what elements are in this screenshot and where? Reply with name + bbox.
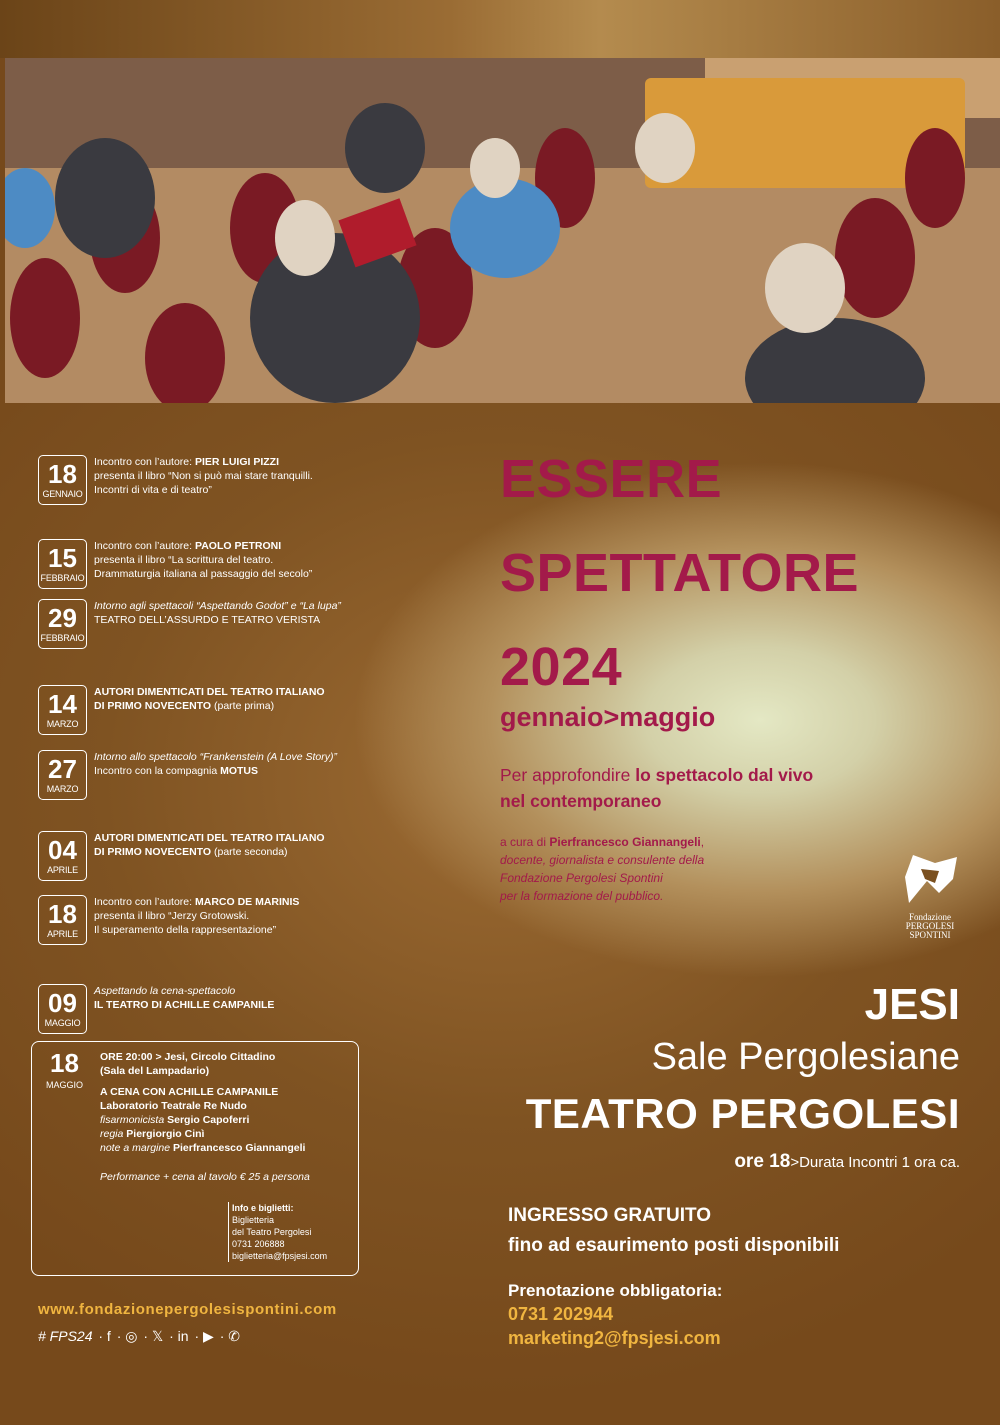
event-day: 18	[48, 899, 77, 929]
event-line	[94, 613, 394, 627]
curator-name: Pierfrancesco Giannangeli	[549, 835, 701, 849]
event-highlight: MARCO DE MARINIS	[194, 896, 300, 908]
date-box	[38, 455, 87, 505]
venue-sale: Sale Pergolesiane	[651, 1036, 960, 1078]
curator-role: Fondazione Pergolesi Spontini	[500, 871, 663, 885]
event-line	[94, 483, 394, 497]
final-event-fisarmonicista	[100, 1113, 350, 1127]
date-box	[38, 895, 87, 945]
note-name: Pierfrancesco Giannangeli	[172, 1142, 306, 1154]
regia-name: Piergiorgio Cinì	[126, 1128, 205, 1140]
instagram-icon[interactable]: · ◎	[116, 1328, 138, 1344]
event-text: Drammaturgia italiana al passaggio del secolo”	[94, 568, 313, 580]
ticket-info-line: del Teatro Pergolesi	[232, 1227, 312, 1237]
event-line	[94, 455, 394, 469]
final-event-box	[31, 1041, 359, 1276]
event-highlight: IL TEATRO DI ACHILLE CAMPANILE	[94, 999, 275, 1011]
event-line	[94, 699, 394, 713]
event-month: GENNAIO	[42, 489, 83, 499]
event-month: FEBBRAIO	[40, 573, 85, 583]
event-highlight: AUTORI DIMENTICATI DEL TEATRO ITALIANO	[94, 686, 325, 698]
event-line	[94, 923, 394, 937]
event-line	[94, 764, 394, 778]
event-day: 18	[50, 1048, 79, 1078]
date-box	[38, 539, 87, 589]
title-line: SPETTATORE	[500, 543, 860, 603]
hashtag: # FPS24	[38, 1328, 93, 1344]
event-context: Aspettando la cena-spettacolo	[94, 985, 236, 997]
curator	[500, 833, 800, 905]
subtitle-highlight: nel contemporaneo	[500, 791, 662, 811]
admission-free: INGRESSO GRATUITO	[508, 1205, 712, 1226]
event-description	[94, 599, 394, 627]
date-box	[38, 984, 87, 1034]
linkedin-icon[interactable]: · in	[169, 1328, 189, 1344]
event-description	[94, 895, 394, 937]
event-day: 09	[48, 988, 77, 1018]
event-line	[94, 750, 394, 764]
curator-role: docente, giornalista e consulente della	[500, 853, 705, 867]
venue-teatro: TEATRO PERGOLESI	[525, 1090, 960, 1137]
final-event-price: Performance + cena al tavolo € 25 a persona	[100, 1171, 310, 1183]
event-text: Incontro con l’autore:	[94, 540, 195, 552]
event-day: 14	[48, 689, 77, 719]
booking-label: Prenotazione obbligatoria:	[508, 1281, 723, 1300]
event-text: presenta il libro “La scrittura del teatro.	[94, 554, 274, 566]
time-info	[734, 1151, 960, 1173]
audience-photo	[5, 58, 1000, 403]
regia-label: regia	[100, 1128, 124, 1140]
booking-phone[interactable]: 0731 202944	[508, 1304, 614, 1324]
event-text: presenta il libro “Non si può mai stare tranquilli.	[94, 470, 313, 482]
event-highlight: DI PRIMO NOVECENTO	[94, 846, 212, 858]
event-highlight: DI PRIMO NOVECENTO	[94, 700, 212, 712]
x-icon[interactable]: · 𝕏	[143, 1328, 164, 1344]
date-range: gennaio>maggio	[500, 702, 716, 732]
event-month: MARZO	[46, 784, 79, 794]
logo-line: Fondazione	[909, 912, 951, 922]
event-day: 27	[48, 754, 77, 784]
subtitle-text: Per approfondire	[500, 765, 636, 785]
logo-line: PERGOLESI	[905, 921, 955, 931]
event-day: 29	[48, 603, 77, 633]
event-month: APRILE	[47, 865, 78, 875]
event-text: Incontri di vita e di teatro”	[94, 484, 212, 496]
note-label: note a margine	[100, 1142, 171, 1154]
youtube-icon[interactable]: · ▶	[194, 1328, 214, 1344]
event-description	[94, 984, 394, 1012]
event-text: (parte prima)	[211, 700, 275, 712]
event-highlight: PAOLO PETRONI	[194, 540, 282, 552]
event-line	[94, 895, 394, 909]
event-context: Intorno allo spettacolo “Frankenstein (A Love Story)”	[94, 751, 337, 763]
final-event-title: A CENA CON ACHILLE CAMPANILE	[100, 1086, 279, 1098]
date-box	[38, 685, 87, 735]
ticket-info-email: biglietteria@fpsjesi.com	[232, 1251, 328, 1261]
top-band	[0, 0, 1000, 58]
curator-role: per la formazione del pubblico.	[500, 889, 664, 903]
fisarmonicista-name: Sergio Capoferri	[167, 1114, 250, 1126]
event-line	[94, 845, 394, 859]
foundation-logo-text	[890, 913, 970, 940]
ticket-info-phone: 0731 206888	[232, 1239, 285, 1249]
event-description	[94, 685, 394, 713]
start-time: ore 18	[734, 1151, 791, 1172]
event-description	[94, 539, 394, 581]
event-line	[94, 553, 394, 567]
event-text: presenta il libro “Jerzy Grotowski.	[94, 910, 250, 922]
event-line	[94, 909, 394, 923]
city: JESI	[864, 980, 960, 1029]
audience-photo-illustration	[5, 58, 1000, 403]
event-highlight: MOTUS	[220, 765, 258, 777]
subtitle-highlight: lo spettacolo dal vivo	[635, 765, 814, 785]
final-event-time: ORE 20:00 > Jesi, Circolo Cittadino	[100, 1051, 276, 1063]
event-highlight: AUTORI DIMENTICATI DEL TEATRO ITALIANO	[94, 832, 325, 844]
website-link[interactable]: www.fondazionepergolesispontini.com	[38, 1301, 337, 1318]
admission	[508, 1201, 839, 1261]
admission-note: fino ad esaurimento posti disponibili	[508, 1235, 840, 1256]
event-line	[94, 831, 394, 845]
event-line	[94, 599, 394, 613]
event-day: 18	[48, 459, 77, 489]
event-description	[94, 831, 394, 859]
foundation-logo-icon	[895, 853, 965, 908]
ticket-info-label: Info e biglietti:	[232, 1203, 294, 1213]
event-description	[94, 750, 394, 778]
event-line	[94, 984, 394, 998]
event-month: MARZO	[46, 719, 79, 729]
event-text: Incontro con la compagnia	[94, 765, 221, 777]
main-title	[500, 432, 859, 714]
event-text: Incontro con l’autore:	[94, 456, 195, 468]
logo-line: SPONTINI	[909, 930, 951, 940]
event-line	[94, 469, 394, 483]
date-box	[38, 831, 87, 881]
event-line	[94, 998, 394, 1012]
event-line	[94, 539, 394, 553]
event-day: 04	[48, 835, 77, 865]
event-description	[94, 455, 394, 497]
event-month: MAGGIO	[46, 1080, 84, 1090]
title-line: ESSERE	[500, 449, 723, 509]
ticket-info	[228, 1202, 327, 1262]
final-event-company: Laboratorio Teatrale Re Nudo	[100, 1100, 247, 1112]
event-line	[94, 685, 394, 699]
ticket-info-line: Biglietteria	[232, 1215, 275, 1225]
event-text: TEATRO DELL’ASSURDO E TEATRO VERISTA	[94, 614, 321, 626]
event-text: Incontro con l’autore:	[94, 896, 195, 908]
event-month: MAGGIO	[44, 1018, 81, 1028]
facebook-icon[interactable]: · f	[98, 1328, 111, 1344]
curator-label: a cura di	[500, 835, 550, 849]
final-event-regia	[100, 1127, 350, 1141]
event-line	[94, 567, 394, 581]
event-day: 15	[48, 543, 77, 573]
social-bar	[38, 1328, 240, 1345]
final-event-place: (Sala del Lampadario)	[100, 1065, 210, 1077]
date-box	[38, 750, 87, 800]
final-event-note	[100, 1141, 350, 1155]
booking-email[interactable]: marketing2@fpsjesi.com	[508, 1328, 721, 1348]
event-month: APRILE	[47, 929, 78, 939]
event-text: (parte seconda)	[211, 846, 288, 858]
fisarmonicista-label: fisarmonicista	[100, 1114, 165, 1126]
event-context: Intorno agli spettacoli “Aspettando Godot” e “La lupa”	[94, 600, 341, 612]
whatsapp-icon[interactable]: · ✆	[219, 1328, 240, 1344]
title-line: 2024	[500, 637, 623, 697]
subtitle	[500, 762, 920, 814]
event-highlight: PIER LUIGI PIZZI	[194, 456, 279, 468]
event-month: FEBBRAIO	[40, 633, 85, 643]
curator-comma: ,	[700, 835, 705, 849]
date-box	[38, 599, 87, 649]
event-text: Il superamento della rappresentazione”	[94, 924, 277, 936]
duration: >Durata Incontri 1 ora ca.	[790, 1154, 960, 1171]
final-event-details	[100, 1050, 350, 1155]
